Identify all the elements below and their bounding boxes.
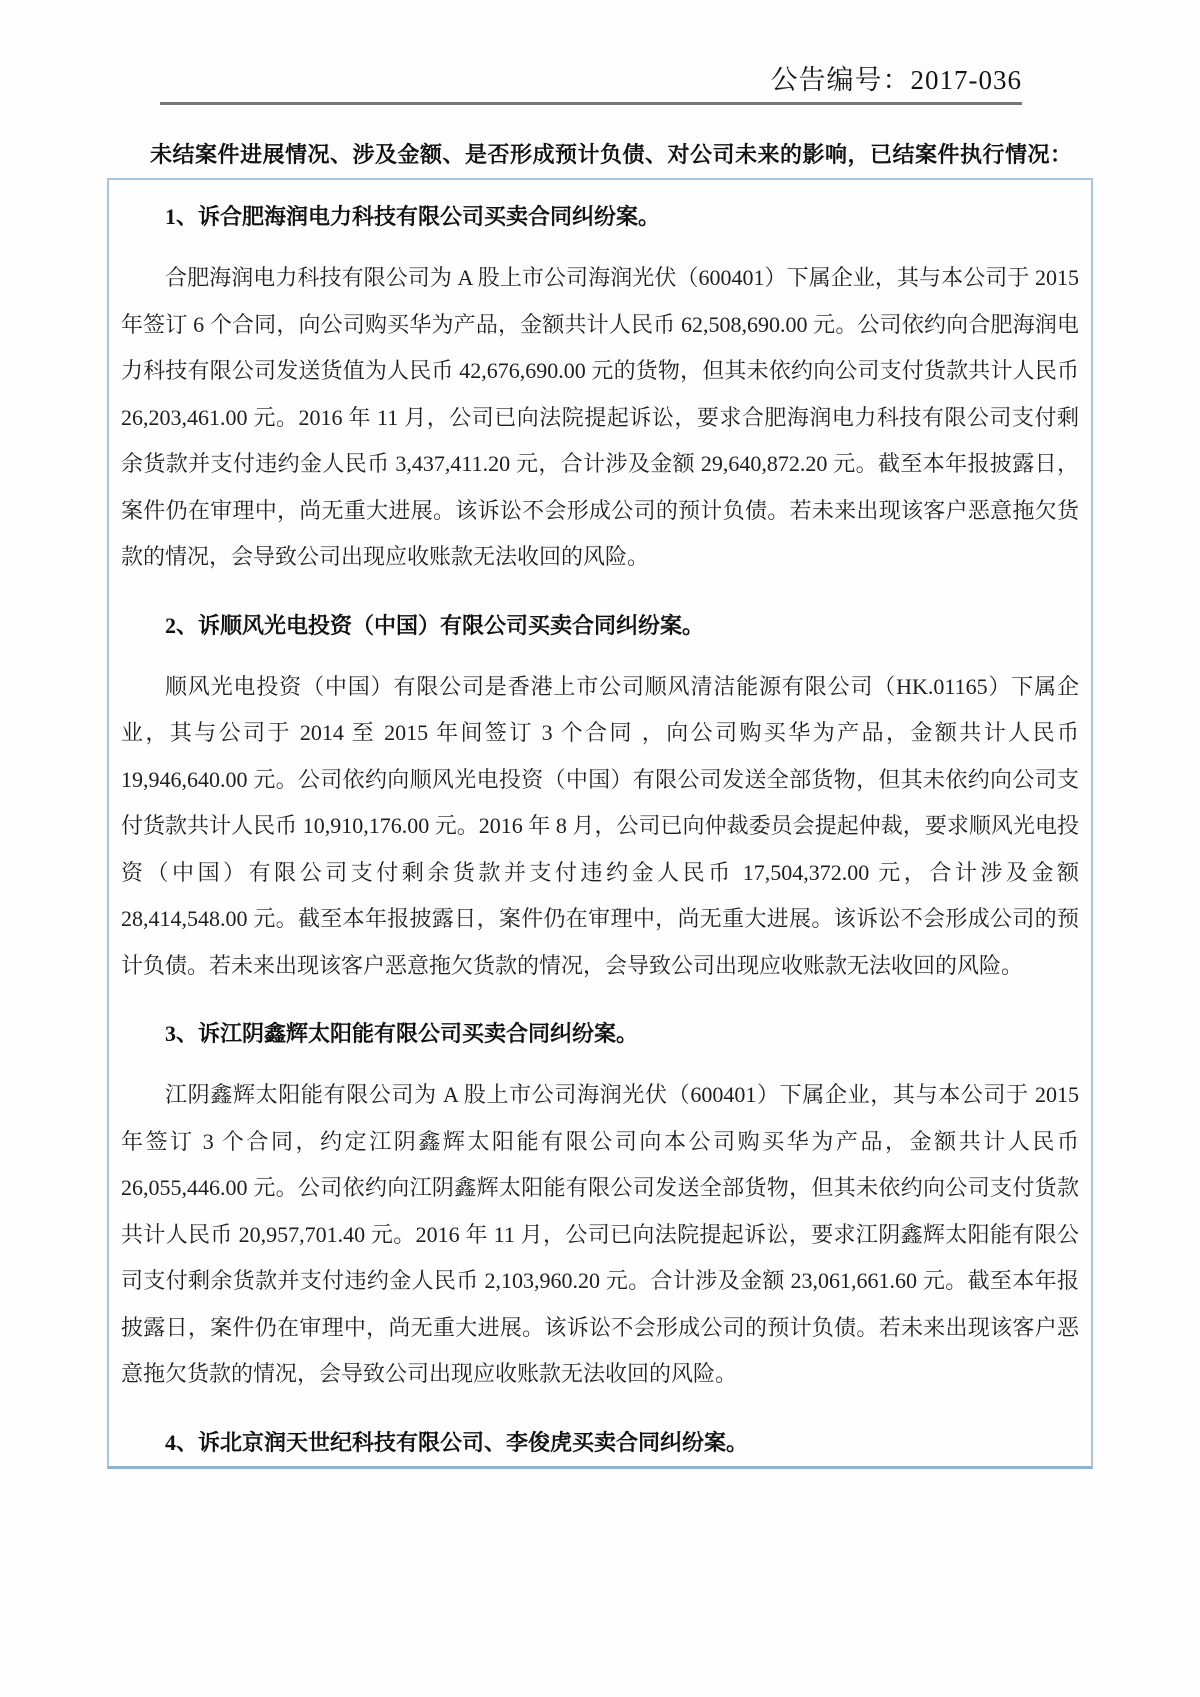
header-divider bbox=[160, 102, 1022, 105]
case-title-2: 2、诉顺风光电投资（中国）有限公司买卖合同纠纷案。 bbox=[165, 612, 705, 638]
case-title-3: 3、诉江阴鑫辉太阳能有限公司买卖合同纠纷案。 bbox=[165, 1021, 639, 1046]
case-paragraph: 合肥海润电力科技有限公司为 A 股上市公司海润光伏（600401）下属企业，其与本公司于 2015 年签订 6 个合同，向公司购买华为产品，金额共计人民币 62,508,690.00 元。公司依约向合肥海润电力科技有限公司发送货值为人民币 42,676,690.00 元的货物，但其未依约向公司支付货款共计人民币 26,203,461.00 元。2016 年 11 月，公司已向法院提起诉讼，要求合肥海润电力科技有限公司支付剩余货款并支付违约金人民币 3,437,411.20 元，合计涉及金额 29,640,872.20 元。截至本年报披露日，案件仍在审理中，尚无重大进展。该诉讼不会形成公司的预计负债。若未来出现该客户恶意拖欠货款的情况，会导致公司出现应收账款无法收回的风险。 bbox=[121, 265, 1079, 569]
intro-heading: 未结案件进展情况、涉及金额、是否形成预计负债、对公司未来的影响，已结案件执行情况： bbox=[150, 142, 1073, 167]
announcement-number: 公告编号：2017-036 bbox=[770, 65, 1022, 95]
case-title-4: 4、诉北京润天世纪科技有限公司、李俊虎买卖合同纠纷案。 bbox=[165, 1429, 749, 1455]
case-title-1: 1、诉合肥海润电力科技有限公司买卖合同纠纷案。 bbox=[165, 204, 661, 229]
case-paragraph: 江阴鑫辉太阳能有限公司为 A 股上市公司海润光伏（600401）下属企业，其与本公司于 2015 年签订 3 个合同，约定江阴鑫辉太阳能有限公司向本公司购买华为产品，金额共计人民币 26,055,446.00 元。公司依约向江阴鑫辉太阳能有限公司发送全部货物，但其未依约向公司支付货款共计人民币 20,957,701.40 元。2016 年 11 月，公司已向法院提起诉讼，要求江阴鑫辉太阳能有限公司支付剩余货款并支付违约金人民币 2,103,960.20 元。合计涉及金额 23,061,661.60 元。截至本年报披露日，案件仍在审理中，尚无重大进展。该诉讼不会形成公司的预计负债。若未来出现该客户恶意拖欠货款的情况，会导致公司出现应收账款无法收回的风险。 bbox=[121, 1082, 1079, 1386]
case-paragraph: 顺风光电投资（中国）有限公司是香港上市公司顺风清洁能源有限公司（HK.01165）下属企业，其与公司于 2014 至 2015 年间签订 3 个合同 ，向公司购买华为产品，金额共计人民币 19,946,640.00 元。公司依约向顺风光电投资（中国）有限公司发送全部货物，但其未依约向公司支付货款共计人民币 10,910,176.00 元。2016 年 8 月，公司已向仲裁委员会提起仲裁，要求顺风光电投资（中国）有限公司支付剩余货款并支付违约金人民币 17,504,372.00 元，合计涉及金额 28,414,548.00 元。截至本年报披露日，案件仍在审理中，尚无重大进展。该诉讼不会形成公司的预计负债。若未来出现该客户恶意拖欠货款的情况，会导致公司出现应收账款无法收回的风险。 bbox=[121, 673, 1079, 978]
case-box bbox=[107, 178, 1093, 1469]
